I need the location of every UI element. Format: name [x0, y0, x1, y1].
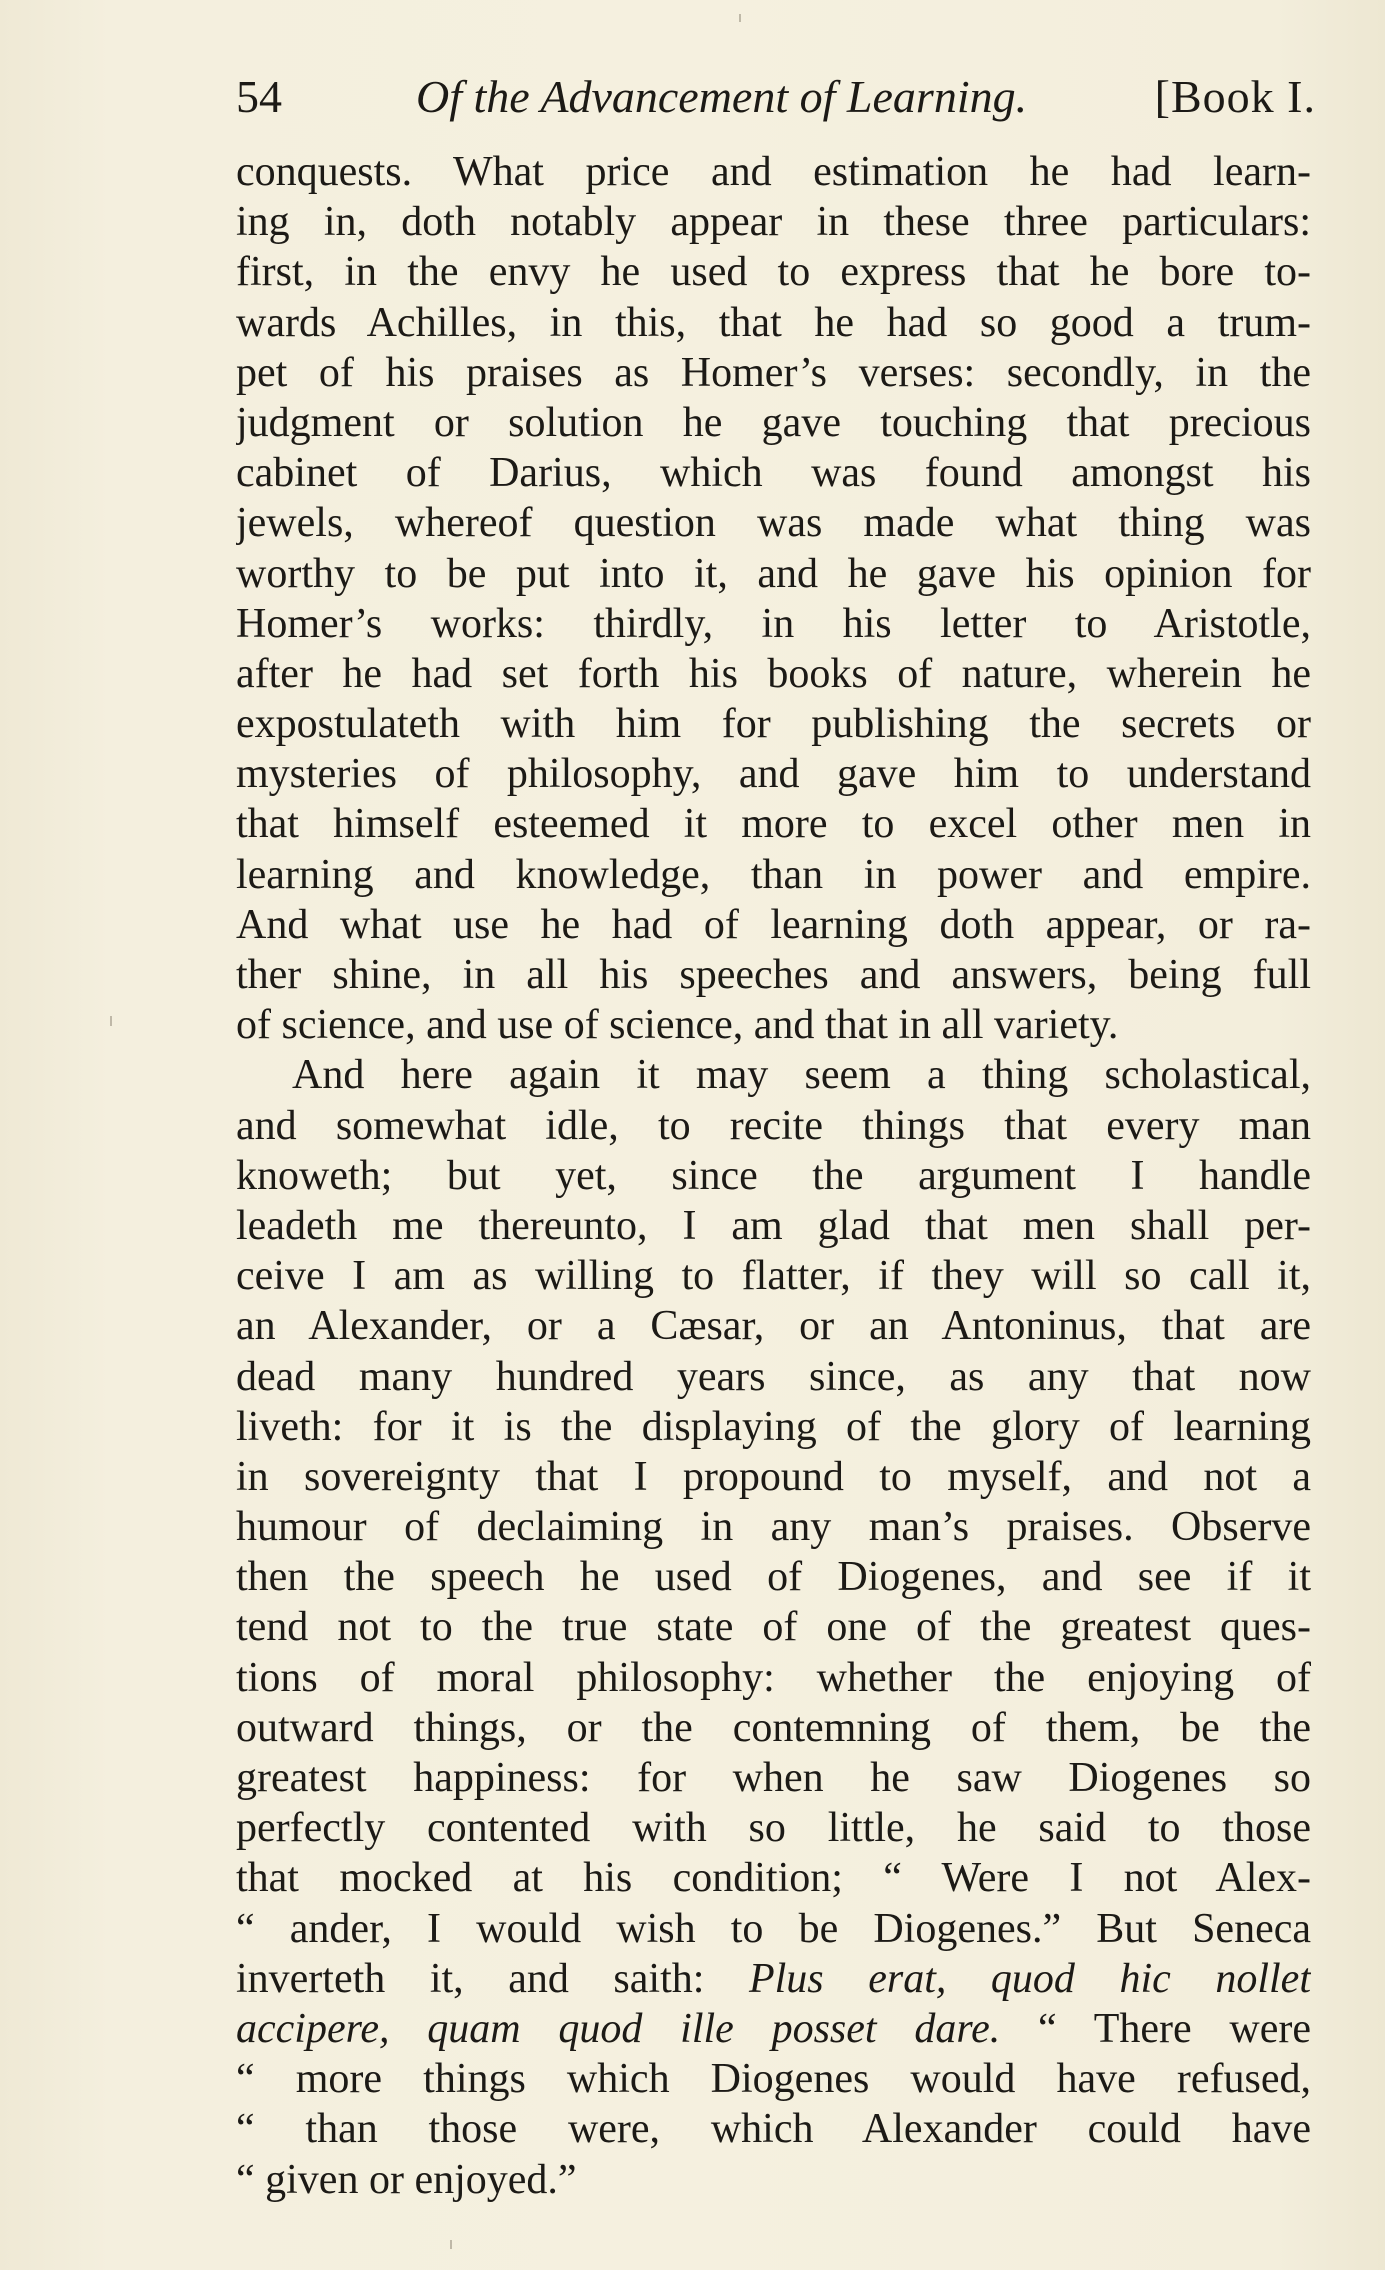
text-line: outward things, or the contemning of them, be the [236, 1704, 1311, 1751]
text-line: tend not to the true state of one of the greatest ques- [236, 1604, 1311, 1651]
text-line: dead many hundred years since, as any that now [236, 1353, 1311, 1400]
latin-quotation: accipere, quam quod ille posset dare. [236, 2005, 1001, 2052]
text-segment: “ There were [1000, 2005, 1311, 2052]
text-line: then the speech he used of Diogenes, and see if it [236, 1554, 1311, 1601]
text-line: of science, and use of science, and that in all variety. [236, 1002, 1119, 1049]
text-line: and somewhat idle, to recite things that every man [236, 1102, 1311, 1149]
text-line: leadeth me thereunto, I am glad that men shall per- [236, 1202, 1311, 1249]
running-title: Of the Advancement of Learning. [416, 71, 1028, 122]
text-line: jewels, whereof question was made what thing was [236, 500, 1311, 547]
text-line-with-latin [236, 1954, 1311, 2004]
text-line: Homer’s works: thirdly, in his letter to Aristotle, [236, 600, 1311, 647]
text-line: wards Achilles, in this, that he had so good a trum- [236, 299, 1311, 346]
text-line: ther shine, in all his speeches and answers, being full [236, 952, 1311, 998]
text-line: expostulateth with him for publishing the secrets or [236, 701, 1311, 748]
text-line: ing in, doth notably appear in these three particulars: [236, 199, 1311, 246]
body-text [236, 147, 1311, 2205]
text-line: perfectly contented with so little, he said to those [236, 1805, 1311, 1852]
print-speck [450, 2240, 452, 2249]
print-speck [739, 14, 741, 22]
latin-quotation: Plus erat, quod hic nollet [748, 1955, 1311, 2002]
text-line: after he had set forth his books of nature, wherein he [236, 650, 1311, 697]
text-line: that himself esteemed it more to excel other men in [236, 801, 1311, 848]
text-line: worthy to be put into it, and he gave his opinion for [236, 550, 1311, 597]
text-line: first, in the envy he used to express that he bore to- [236, 249, 1311, 296]
text-line: in sovereignty that I propound to myself, and not a [236, 1453, 1311, 1500]
paragraph-2 [236, 1050, 1311, 2204]
text-line-with-latin [236, 2004, 1311, 2054]
text-line: “ ander, I would wish to be Diogenes.” But Seneca [236, 1905, 1311, 1952]
text-line: that mocked at his condition; “ Were I not Alex- [236, 1855, 1311, 1902]
text-line: And what use he had of learning doth appear, or ra- [236, 901, 1311, 948]
text-line: “ given or enjoyed.” [236, 2156, 577, 2203]
text-line: “ more things which Diogenes would have refused, [236, 2056, 1311, 2103]
paragraph-1 [236, 147, 1311, 1050]
page-header [236, 62, 1316, 132]
text-line: an Alexander, or a Cæsar, or an Antoninus, that are [236, 1303, 1311, 1350]
text-line: And here again it may seem a thing scholastical, [292, 1052, 1311, 1099]
text-line: humour of declaiming in any man’s praises. Observe [236, 1504, 1311, 1551]
text-line: judgment or solution he gave touching that precious [236, 399, 1311, 446]
text-line: greatest happiness: for when he saw Diogenes so [236, 1755, 1311, 1801]
text-line: knoweth; but yet, since the argument I handle [236, 1152, 1311, 1199]
text-segment: inverteth it, and saith: [236, 1955, 749, 2002]
text-line: pet of his praises as Homer’s verses: secondly, in the [236, 349, 1311, 396]
text-line: liveth: for it is the displaying of the glory of learning [236, 1403, 1311, 1450]
text-line: tions of moral philosophy: whether the enjoying of [236, 1654, 1311, 1701]
text-line: conquests. What price and estimation he had learn- [236, 149, 1311, 195]
text-line: “ than those were, which Alexander could have [236, 2106, 1311, 2153]
print-speck [110, 1016, 112, 1026]
text-line: ceive I am as willing to flatter, if they will so call it, [236, 1253, 1311, 1300]
text-line: mysteries of philosophy, and gave him to understand [236, 751, 1311, 798]
text-line: cabinet of Darius, which was found amongst his [236, 450, 1311, 497]
book-reference: [Book I. [1154, 71, 1316, 122]
text-line: learning and knowledge, than in power and empire. [236, 851, 1311, 898]
page-number: 54 [236, 71, 282, 122]
